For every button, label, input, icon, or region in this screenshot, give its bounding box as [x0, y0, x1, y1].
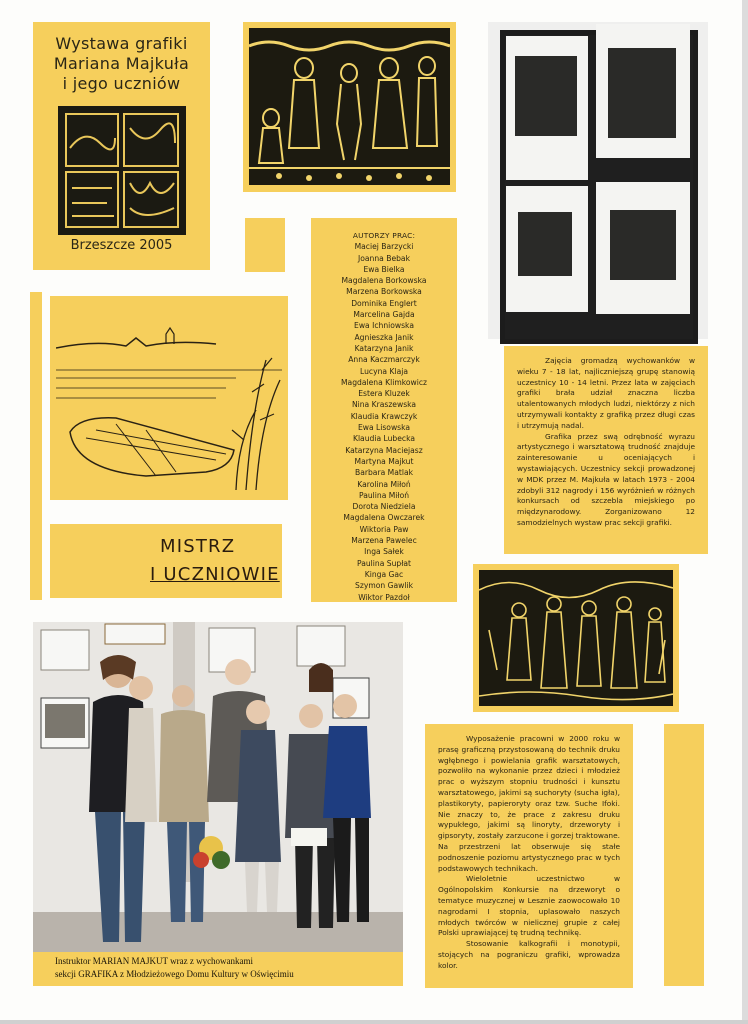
paragraph: Grafika przez swą odrębność wyrazu artystycznego i warsztatową trudność znajduje zainteresowanie u oceniających i wystawiających. Uczestnicy sekcji prowadzonej w MDK przez M. Majkuła w latach 1973 - 2004 zdobyli 312 nagrody i 156 wyróżnień w różnych konkursach od szczebla miejskiego po międzynarodowy. Zorganizowano 12 samodzielnych wystaw prac sekcji grafiki.: [517, 431, 695, 527]
author-name: Ewa Bielka: [363, 264, 405, 274]
page-edge-right: [742, 0, 748, 1024]
caption-line-2: sekcji GRAFIKA z Młodzieżowego Domu Kultury w Oświęcimiu: [55, 969, 294, 979]
author-name: Anna Kaczmarczyk: [348, 355, 420, 365]
author-name: Lucyna Klaja: [360, 366, 408, 376]
author-name: Ewa Ichniowska: [354, 321, 414, 331]
author-name: Magdalena Owczarek: [343, 513, 425, 523]
author-name: Maciej Barzycki: [354, 242, 414, 252]
author-name: Wiktor Pazdoł: [358, 592, 410, 602]
woodcut-figures-image: [249, 28, 450, 185]
heading-line-1: MISTRZ: [160, 536, 236, 557]
author-name: Inga Sałek: [364, 547, 404, 557]
page-edge-bottom: [0, 1020, 748, 1024]
author-name: Barbara Matlak: [355, 468, 413, 478]
text-panel-bottom: [425, 724, 633, 988]
author-name: Katarzyna Janik: [354, 343, 414, 353]
title-card: [33, 22, 210, 270]
title-line-1: Wystawa grafiki: [55, 34, 188, 53]
authors-header: AUTORZY PRAC:: [352, 231, 416, 240]
text-panel-top: [504, 346, 708, 554]
author-name: Marzena Pawelec: [351, 536, 417, 546]
decorative-square: [245, 218, 285, 272]
paragraph: Zajęcia gromadzą wychowanków w wieku 7 - 18 lat, najliczniejszą grupę stanowią uczestnicy 10 - 14 letni. Przez lata w zajęciach grafiki brała udział znaczna liczba utalentowanych młodych ludzi, niektórzy z nich utrzymywali kontakty z grafiką przez długi czas i utrzymują nadal.: [517, 356, 695, 430]
author-name: Nina Kraszewska: [351, 400, 417, 410]
author-name: Marzena Borkowska: [346, 287, 422, 297]
author-name: Katarzyna Maciejasz: [345, 445, 423, 455]
author-name: Estera Kluzek: [358, 389, 410, 399]
landscape-boat-image: [56, 300, 282, 494]
author-name: Paulina Supłat: [356, 558, 412, 568]
paragraph: Wieloletnie uczestnictwo w Ogólnopolskim Konkursie na drzeworyt o tematyce muzycznej w Lesznie zaowocowało 10 nagrodami I stopnia, uplasowało naszych młodych twórców w nielicznej grupie z całej Polski uprawiającej tę trudną technikę.: [438, 874, 620, 938]
author-name: Joanna Bebak: [358, 253, 410, 263]
author-name: Paulina Miłoń: [358, 490, 410, 500]
print-panel-crowd: [473, 564, 679, 712]
author-name: Wiktoria Paw: [359, 524, 409, 534]
cover-print-image: [58, 106, 186, 235]
author-name: Ewa Lisowska: [357, 423, 411, 433]
paragraph: Stosowanie kalkografii i monotypii, stojących na pograniczu grafiki, wprowadza kolor.: [438, 939, 620, 970]
title-line-3: i jego uczniów: [62, 74, 181, 93]
heading-line-2: I UCZNIOWIE: [150, 564, 280, 585]
author-name: Klaudia Lubecka: [352, 434, 416, 444]
group-photo: [33, 622, 403, 952]
gallery-wall-photo: [488, 22, 708, 339]
author-name: Kinga Gac: [364, 569, 404, 579]
authors-list-panel: [311, 218, 457, 602]
author-name: Karolina Miłoń: [357, 479, 411, 489]
author-name: Dominika Englert: [351, 298, 417, 308]
author-name: Martyna Majkut: [354, 456, 414, 466]
woodcut-crowd-image: [479, 570, 673, 706]
print-panel-landscape: [50, 296, 288, 500]
exhibition-title: [33, 34, 210, 94]
framed-print-2: [596, 24, 690, 158]
author-name: Magdalena Klimkowicz: [340, 377, 427, 387]
author-name: Szymon Gawlik: [355, 581, 413, 591]
print-panel-top: [243, 22, 456, 192]
author-name: Marcelina Gajda: [353, 310, 415, 320]
photo-caption: [33, 952, 403, 986]
title-line-2: Mariana Majkuła: [53, 54, 190, 73]
paragraph: Wyposażenie pracowni w 2000 roku w prasę graficzną przystosowaną do technik druku wgłębnego i powielania grafik warsztatowych, pozwoliło na wykonanie przez dzieci i młodzież prac o wyższym stopniu trudności i kunsztu warsztatowego, jakimi są suchoryty (sucha igła), plastikoryty, papieroryty oraz tzw. Suche Ifoki. Nie znaczy to, że prace z zakresu druku wypukłego, jakimi są linoryty, drzeworyty i gipsoryty, zostały zarzucone i gorzej traktowane. Na przestrzeni lat obserwuje się stałe podnoszenie poziomu artystycznego prac w tych podstawowych technikach.: [438, 734, 620, 873]
author-name: Agnieszka Janik: [354, 332, 414, 342]
authors-list: [311, 241, 457, 603]
caption-line-1: Instruktor MARIAN MAJKUT wraz z wychowankami: [55, 956, 254, 966]
author-name: Klaudia Krawczyk: [350, 411, 418, 421]
framed-print-4: [596, 182, 690, 314]
framed-print-3: [506, 186, 588, 312]
side-stripe-right: [664, 724, 704, 986]
author-name: Dorota Niedziela: [352, 502, 416, 512]
author-name: Magdalena Borkowska: [341, 276, 427, 286]
mistrz-heading-panel: [50, 524, 282, 598]
side-stripe-left: [30, 292, 42, 600]
framed-print-1: [506, 36, 588, 180]
place-year: Brzeszcze 2005: [70, 238, 173, 253]
